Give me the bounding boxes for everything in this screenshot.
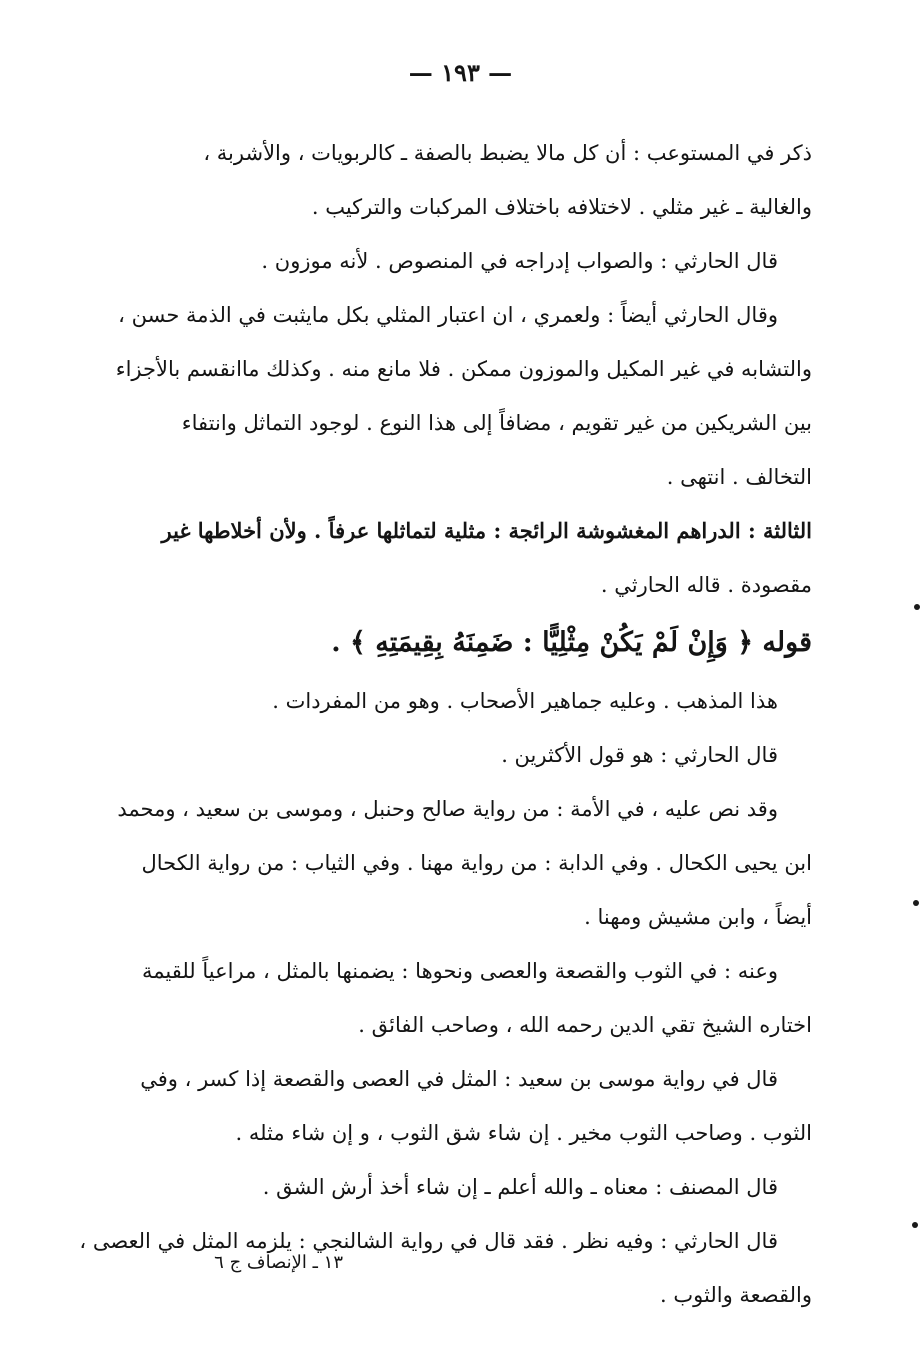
page-number: — ١٩٣ — (408, 58, 513, 87)
text-line: ذكر في المستوعب : أن كل مالا يضبط بالصفة ـ كالربويات ، والأشربة ، (203, 141, 812, 165)
text-line: ابن يحيى الكحال . وفي الدابة : من رواية مهنا . وفي الثياب : من رواية الكحال (141, 851, 812, 875)
text-line: قال المصنف : معناه ـ والله أعلم ـ إن شاء أخذ أرش الشق . (262, 1175, 778, 1199)
text-line: هذا المذهب . وعليه جماهير الأصحاب . وهو من المفردات . (272, 689, 778, 713)
text-line: بين الشريكين من غير تقويم ، مضافاً إلى هذا النوع . لوجود التماثل وانتفاء (181, 411, 812, 435)
text-line: قال الحارثي : هو قول الأكثرين . (501, 743, 778, 767)
text-line: والتشابه في غير المكيل والموزون ممكن . فلا مانع منه . وكذلك ماانقسم بالأجزاء (115, 357, 812, 381)
scan-speck (914, 604, 920, 610)
footer-signature: ١٣ ـ الإنصاف ج ٦ (214, 1252, 343, 1273)
text-line: قال الحارثي : والصواب إدراجه في المنصوص . لأنه موزون . (261, 249, 778, 273)
text-line: الثوب . وصاحب الثوب مخير . إن شاء شق الثوب ، و إن شاء مثله . (235, 1121, 812, 1145)
scan-speck (912, 1222, 918, 1228)
quoted-heading: قوله ﴿ وَإِنْ لَمْ يَكُنْ مِثْلِيًّا : ضَمِنَهُ بِقِيمَتِهِ ﴾ . (331, 627, 812, 658)
text-line: والقصعة والثوب . (660, 1283, 812, 1307)
text-line: قال الحارثي : وفيه نظر . فقد قال في رواية الشالنجي : يلزمه المثل في العصى ، (79, 1229, 778, 1253)
text-line: وقال الحارثي أيضاً : ولعمري ، ان اعتبار المثلي بكل مايثبت في الذمة حسن ، (118, 303, 778, 327)
text-line: وعنه : في الثوب والقصعة والعصى ونحوها : يضمنها بالمثل ، مراعياً للقيمة (142, 959, 778, 983)
text-line: أيضاً ، وابن مشيش ومهنا . (584, 905, 812, 929)
text-line: والغالية ـ غير مثلي . لاختلافه باختلاف المركبات والتركيب . (311, 195, 812, 219)
text-line: مقصودة . قاله الحارثي . (600, 573, 812, 597)
text-line: الثالثة : الدراهم المغشوشة الرائجة : مثلية لتماثلها عرفاً . ولأن أخلاطها غير (161, 518, 812, 543)
text-line: قال في رواية موسى بن سعيد : المثل في العصى والقصعة إذا كسر ، وفي (140, 1067, 778, 1091)
text-line: اختاره الشيخ تقي الدين رحمه الله ، وصاحب الفائق . (358, 1013, 812, 1037)
text-line: وقد نص عليه ، في الأمة : من رواية صالح وحنبل ، وموسى بن سعيد ، ومحمد (117, 797, 778, 821)
scan-speck (913, 900, 919, 906)
text-line: التخالف . انتهى . (666, 465, 812, 489)
body-text (79, 126, 812, 1322)
